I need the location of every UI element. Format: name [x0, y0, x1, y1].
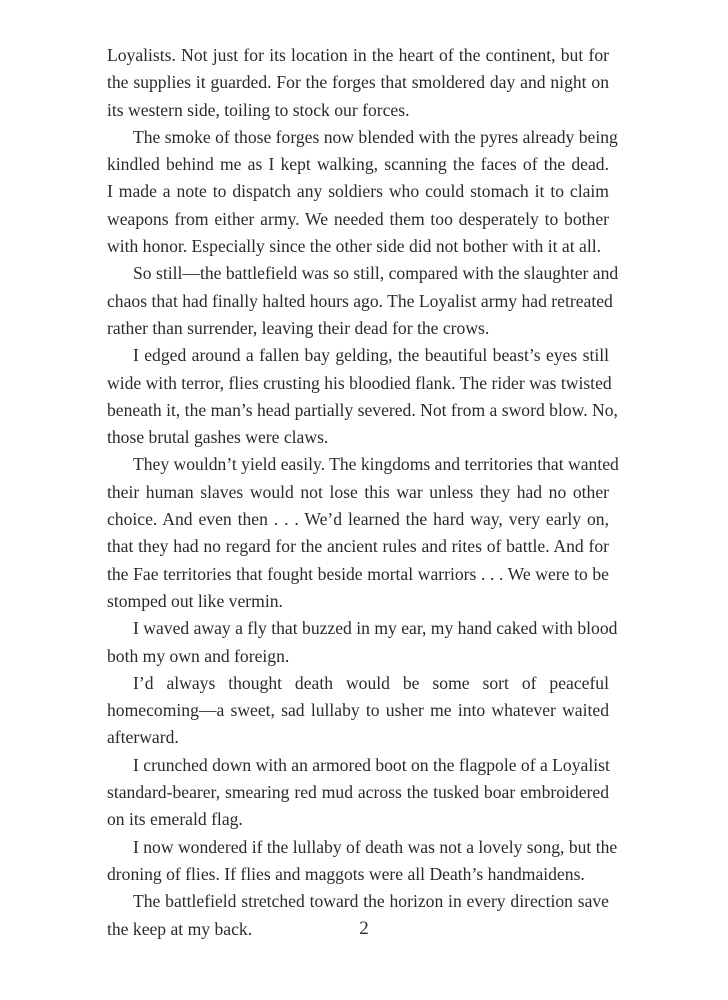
text-line: those brutal gashes were claws. [107, 427, 329, 448]
text-line: the supplies it guarded. For the forges that smoldered day and night on [107, 72, 609, 93]
text-line: on its emerald flag. [107, 809, 243, 830]
text-line: weapons from either army. We needed them too desperately to bother [107, 208, 609, 229]
text-line: standard-bearer, smearing red mud across the tusked boar embroidered [107, 782, 609, 803]
text-line: rather than surrender, leaving their dead for the crows. [107, 317, 490, 338]
text-line: droning of flies. If flies and maggots were all Death’s handmaidens. [107, 863, 585, 884]
text-line: I’d always thought death would be some sort of peaceful [133, 672, 609, 693]
text-line: The battlefield stretched toward the horizon in every direction save [133, 891, 609, 912]
paragraph [107, 451, 619, 615]
text-line: choice. And even then . . . We’d learned the hard way, very early on, [107, 509, 609, 530]
text-line: I now wondered if the lullaby of death was not a lovely song, but the [133, 836, 618, 857]
text-line: with honor. Especially since the other side did not bother with it at all. [107, 236, 601, 257]
text-line: wide with terror, flies crusting his bloodied flank. The rider was twisted [107, 372, 612, 393]
text-line: the keep at my back. [107, 918, 253, 939]
text-line: I waved away a fly that buzzed in my ear, my hand caked with blood [133, 618, 618, 639]
text-line: I edged around a fallen bay gelding, the beautiful beast’s eyes still [133, 345, 609, 366]
text-line: kindled behind me as I kept walking, scanning the faces of the dead. [107, 154, 609, 175]
text-line: homecoming—a sweet, sad lullaby to usher me into whatever waited [107, 700, 609, 721]
text-line: its western side, toiling to stock our forces. [107, 99, 410, 120]
text-line: I crunched down with an armored boot on the flagpole of a Loyalist [133, 754, 610, 775]
paragraph [107, 342, 618, 451]
text-line: both my own and foreign. [107, 645, 290, 666]
text-line: their human slaves would not lose this war unless they had no other [107, 481, 609, 502]
paragraph [107, 42, 609, 124]
text-line: I made a note to dispatch any soldiers who could stomach it to claim [107, 181, 609, 202]
body-text [107, 42, 619, 943]
text-line: afterward. [107, 727, 179, 748]
page-number: 2 [359, 918, 369, 939]
text-line: Loyalists. Not just for its location in the heart of the continent, but for [107, 45, 609, 65]
text-line: chaos that had finally halted hours ago. The Loyalist army had retreated [107, 290, 613, 311]
paragraph [107, 615, 618, 670]
paragraph [107, 670, 609, 752]
text-line: that they had no regard for the ancient rules and rites of battle. And for [107, 536, 609, 557]
text-line: stomped out like vermin. [107, 590, 283, 611]
text-line: So still—the battlefield was so still, compared with the slaughter and [133, 263, 619, 284]
paragraph [107, 834, 618, 889]
paragraph [107, 752, 609, 834]
text-line: The smoke of those forges now blended with the pyres already being [133, 126, 618, 147]
text-line: They wouldn’t yield easily. The kingdoms and territories that wanted [133, 454, 619, 475]
text-line: the Fae territories that fought beside mortal warriors . . . We were to be [107, 563, 609, 584]
paragraph [107, 124, 618, 260]
paragraph [107, 260, 619, 342]
text-line: beneath it, the man’s head partially severed. Not from a sword blow. No, [107, 399, 618, 420]
